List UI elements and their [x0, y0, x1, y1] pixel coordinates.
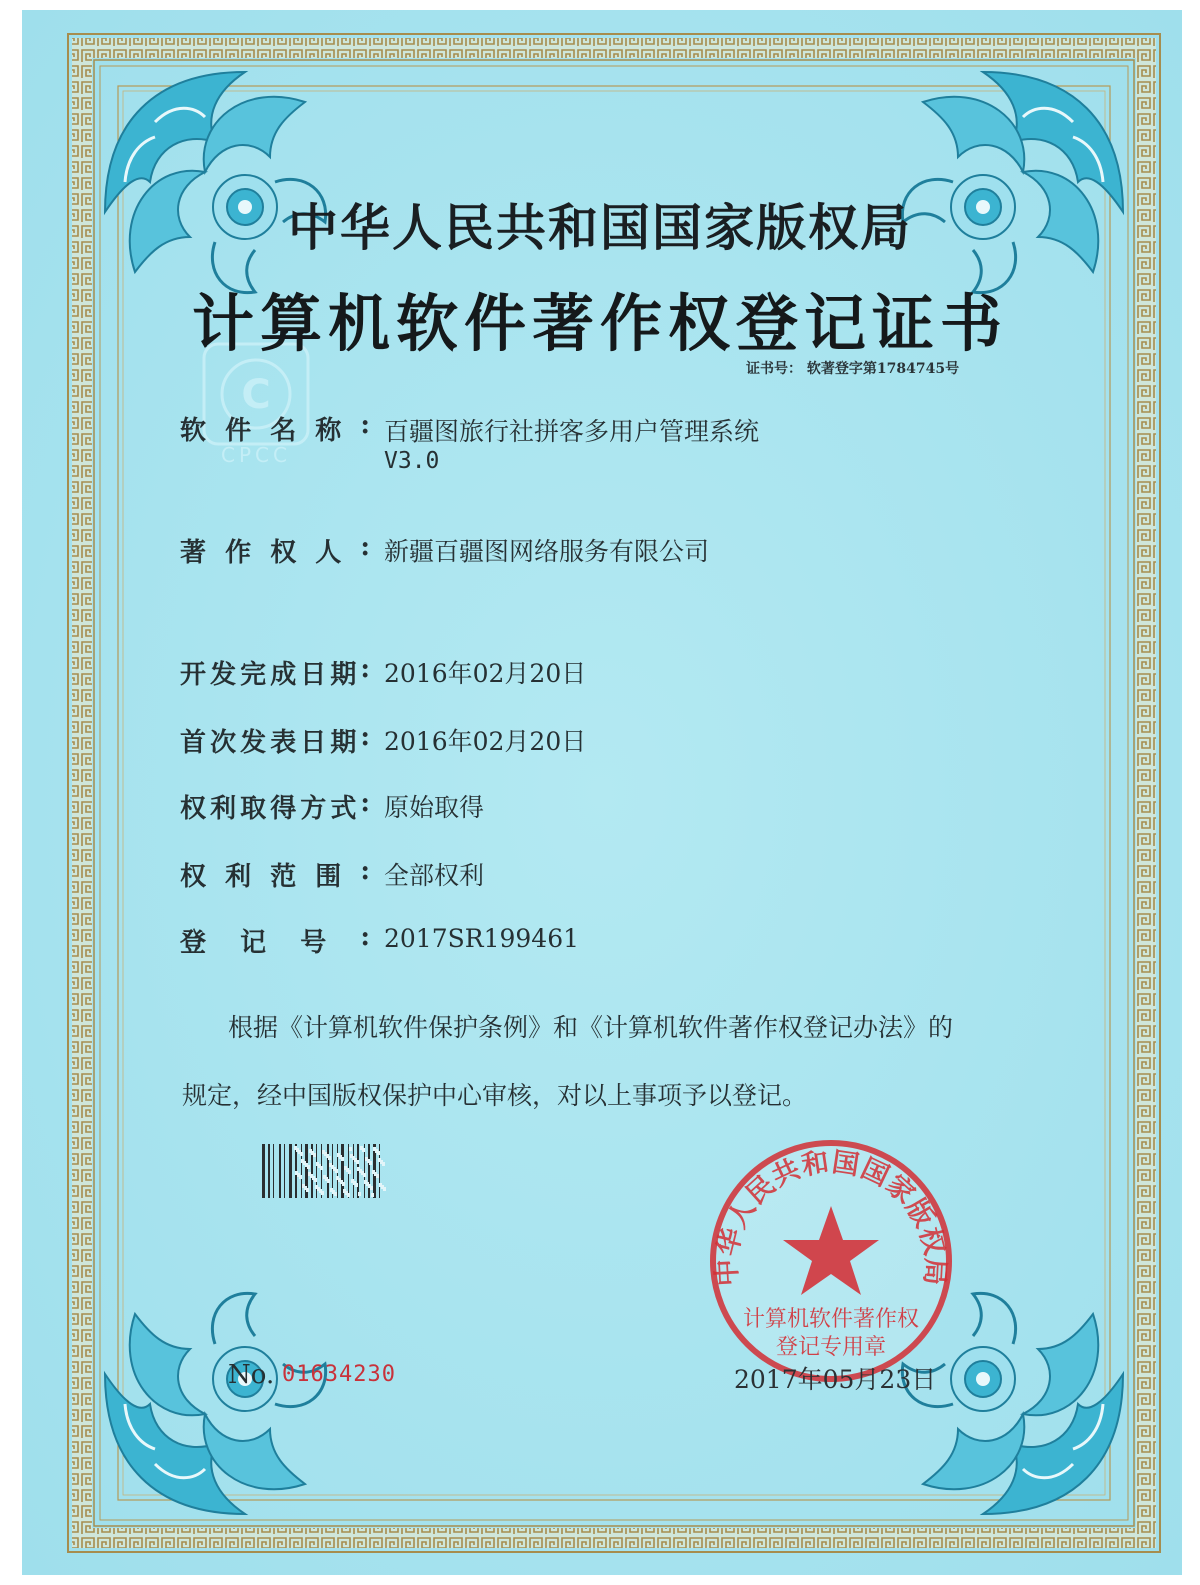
- acquisition-method-label: 权 利 取 得 方 式 :: [180, 788, 370, 824]
- seal-ring-text: 中华人民共和国国家版权局: [711, 1146, 951, 1287]
- seal-center-line-1: 计算机软件著作权: [742, 1307, 920, 1332]
- barcode-noise: [328, 1156, 331, 1160]
- barcode-noise: [370, 1186, 373, 1190]
- acquisition-method-value: 原始取得: [384, 793, 485, 822]
- copyright-owner-value: 新疆百疆图网络服务有限公司: [384, 537, 710, 566]
- barcode-noise: [313, 1153, 316, 1157]
- barcode-bar: [327, 1144, 329, 1198]
- barcode-noise: [355, 1183, 358, 1187]
- barcode-noise: [320, 1166, 323, 1170]
- scope-of-rights-label: 权 利 范 围 :: [180, 856, 370, 892]
- registration-number-label: 登 记 号 :: [180, 922, 370, 958]
- barcode-bar: [262, 1144, 265, 1198]
- barcode-bar: [289, 1144, 292, 1198]
- barcode-noise: [382, 1162, 385, 1166]
- barcode-bar: [273, 1144, 274, 1198]
- barcode-noise: [306, 1188, 309, 1192]
- seal-center-line-2: 登记专用章: [775, 1335, 887, 1360]
- barcode-noise: [376, 1174, 379, 1178]
- certificate-number: [746, 358, 959, 378]
- barcode-noise: [342, 1182, 345, 1186]
- barcode-bar: [316, 1144, 317, 1198]
- barcode-bar: [279, 1144, 281, 1198]
- first-publication-date-label: 首 次 发 表 日 期 :: [180, 722, 370, 758]
- barcode-noise: [383, 1187, 386, 1191]
- barcode-noise: [314, 1178, 317, 1182]
- scope-of-rights-value: 全部权利: [384, 861, 485, 890]
- barcode-noise: [356, 1160, 359, 1164]
- issue-date: 2017年05月23日: [734, 1365, 937, 1394]
- serial-number-value: 01634230: [282, 1362, 396, 1387]
- official-seal: [706, 1136, 956, 1386]
- barcode-bar: [284, 1144, 285, 1198]
- registration-number-value: 2017SR199461: [384, 924, 580, 953]
- statement-line-1: 根据《计算机软件保护条例》和《计算机软件著作权登记办法》的: [228, 1013, 954, 1042]
- copyright-owner-label: 著 作 权 人 :: [180, 532, 370, 568]
- barcode-noise: [327, 1179, 330, 1183]
- barcode-noise: [334, 1192, 337, 1196]
- certificate-number-label: 证书号：: [746, 361, 802, 377]
- software-name-value: 百疆图旅行社拼客多用户管理系统: [384, 417, 760, 446]
- barcode-image: [260, 1142, 420, 1200]
- barcode-bar: [364, 1144, 365, 1198]
- barcode-noise: [377, 1151, 380, 1155]
- barcode-noise: [299, 1175, 302, 1179]
- software-version-value: V3.0: [384, 448, 440, 474]
- barcode-noise: [335, 1169, 338, 1173]
- barcode-bar: [368, 1144, 370, 1198]
- barcode-noise: [362, 1148, 365, 1152]
- certificate-number-value: 软著登字第1784745号: [806, 361, 960, 377]
- barcode-noise: [369, 1161, 372, 1165]
- issuer-title: 中华人民共和国国家版权局: [288, 198, 912, 257]
- barcode-noise: [307, 1165, 310, 1169]
- serial-number-label: No.: [228, 1360, 275, 1390]
- completion-date-label: 开 发 完 成 日 期 :: [180, 654, 370, 690]
- completion-date-value: 2016年02月20日: [384, 659, 587, 688]
- barcode-noise: [349, 1147, 352, 1151]
- barcode-noise: [300, 1152, 303, 1156]
- software-name-label: 软 件 名 称 :: [180, 410, 370, 446]
- barcode-bar: [353, 1144, 354, 1198]
- barcode-noise: [341, 1157, 344, 1161]
- barcode-noise: [363, 1173, 366, 1177]
- barcode-noise: [371, 1193, 374, 1197]
- certificate-title: 计算机软件著作权登记证书: [191, 287, 1008, 360]
- first-publication-date-value: 2016年02月20日: [384, 727, 587, 756]
- svg-text:CPCC: CPCC: [221, 443, 291, 466]
- barcode-noise: [347, 1193, 350, 1197]
- barcode-noise: [358, 1192, 361, 1196]
- barcode-noise: [321, 1191, 324, 1195]
- barcode-noise: [348, 1170, 351, 1174]
- svg-text:C: C: [241, 372, 271, 418]
- barcode-bar: [268, 1144, 270, 1198]
- statement-line-2: 规定，经中国版权保护中心审核，对以上事项予以登记。: [182, 1081, 808, 1110]
